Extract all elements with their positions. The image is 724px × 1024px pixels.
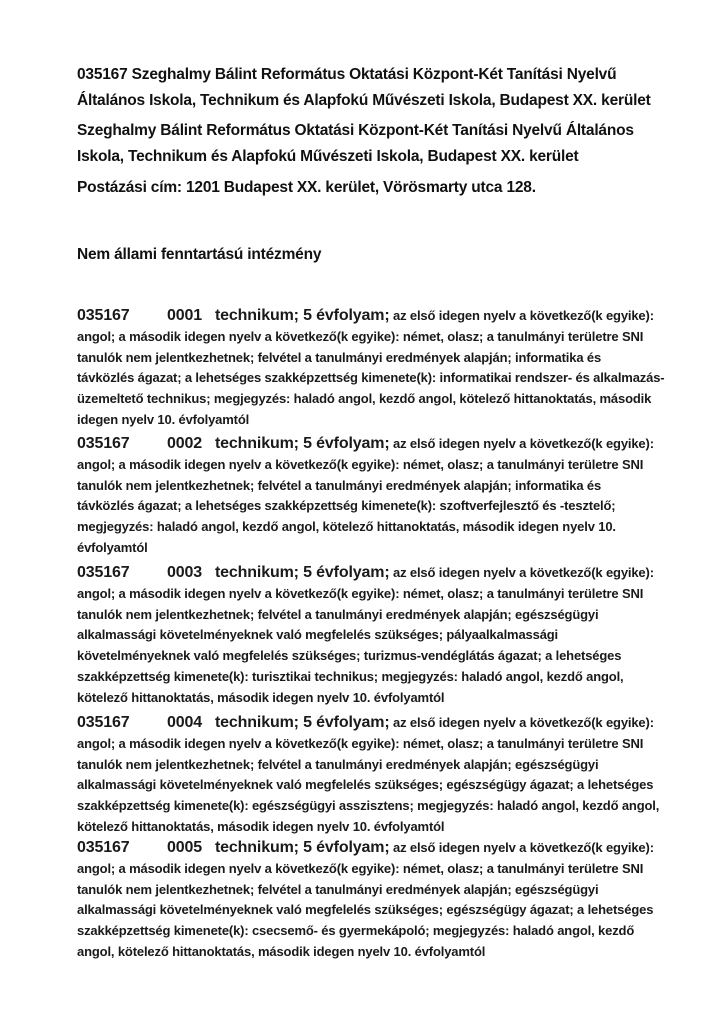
- institution-name: [77, 118, 634, 170]
- program-text: távközlés ágazat; a lehetséges szakképzettség kimenete(k): szoftverfejlesztő és -tesztelő;: [77, 498, 616, 514]
- institution-code: 035167: [77, 839, 130, 856]
- program-number: 0005: [167, 839, 202, 856]
- program-entry: [77, 838, 669, 963]
- program-text: az első idegen nyelv a következő(k egyike):: [389, 565, 654, 580]
- program-text: angol; a második idegen nyelv a következő(k egyike): német, olasz; a tanulmányi területre SNI: [77, 585, 644, 601]
- program-text: megjegyzés: haladó angol, kezdő angol, kötelező hittanoktatás, második idegen nyelv 10.: [77, 519, 616, 535]
- program-number: 0003: [167, 564, 202, 581]
- program-text: alkalmassági követelményeknek való megfelelés szükséges; egészségügy ágazat; a lehetséges: [77, 902, 654, 918]
- program-entry: [77, 434, 669, 559]
- program-entry: [77, 713, 669, 838]
- program-text: szakképzettség kimenete(k): turisztikai technikus; megjegyzés: haladó angol, kezdő angol,: [77, 668, 624, 684]
- program-lead: technikum; 5 évfolyam;: [215, 714, 390, 731]
- program-number: 0002: [167, 435, 202, 452]
- program-text: követelményeknek való megfelelés szükséges; turizmus-vendéglátás ágazat; a lehetséges: [77, 648, 622, 664]
- institution-code: 035167: [77, 435, 130, 452]
- program-text: tanulók nem jelentkezhetnek; felvétel a tanulmányi eredmények alapján; informatika és: [77, 477, 602, 493]
- program-text: angol; a második idegen nyelv a következő(k egyike): német, olasz; a tanulmányi területre SNI: [77, 735, 644, 751]
- program-text: üzemeltető technikus; megjegyzés: haladó angol, kezdő angol, kötelező hittanoktatás, második: [77, 391, 652, 407]
- program-number: 0001: [167, 307, 202, 324]
- program-text: szakképzettség kimenete(k): egészségügyi asszisztens; megjegyzés: haladó angol, kezdő angol,: [77, 798, 660, 814]
- program-entry: [77, 563, 669, 709]
- program-entry: [77, 306, 669, 431]
- program-text: az első idegen nyelv a következő(k egyike):: [389, 308, 654, 323]
- program-number: 0004: [167, 714, 202, 731]
- institution-code: 035167: [77, 307, 130, 324]
- name-line: Szeghalmy Bálint Református Oktatási Központ-Két Tanítási Nyelvű Általános: [77, 122, 634, 139]
- program-text: angol; a második idegen nyelv a következő(k egyike): német, olasz; a tanulmányi területre SNI: [77, 860, 644, 876]
- program-text: az első idegen nyelv a következő(k egyike):: [389, 715, 654, 730]
- program-text: tanulók nem jelentkezhetnek; felvétel a tanulmányi eredmények alapján; informatika és: [77, 349, 602, 365]
- program-text: tanulók nem jelentkezhetnek; felvétel a tanulmányi eredmények alapján; egészségügyi: [77, 756, 599, 772]
- program-text: az első idegen nyelv a következő(k egyike):: [389, 436, 654, 451]
- program-text: távközlés ágazat; a lehetséges szakképzettség kimenete(k): informatikai rendszer- és alkalmazás-: [77, 370, 665, 386]
- institution-code: 035167: [77, 714, 130, 731]
- institution-title: [77, 62, 651, 114]
- institution-code: 035167: [77, 564, 130, 581]
- program-text: tanulók nem jelentkezhetnek; felvétel a tanulmányi eredmények alapján; egészségügyi: [77, 606, 599, 622]
- program-text: kötelező hittanoktatás, második idegen nyelv 10. évfolyamtól: [77, 689, 445, 705]
- program-text: idegen nyelv 10. évfolyamtól: [77, 411, 250, 427]
- program-text: angol; a második idegen nyelv a következő(k egyike): német, olasz; a tanulmányi területre SNI: [77, 456, 644, 472]
- postal-address: Postázási cím: 1201 Budapest XX. kerület, Vörösmarty utca 128.: [77, 179, 536, 196]
- program-text: alkalmassági követelményeknek való megfelelés szükséges; pályaalkalmassági: [77, 627, 559, 643]
- program-text: angol, kötelező hittanoktatás, második idegen nyelv 10. évfolyamtól: [77, 943, 486, 959]
- program-text: angol; a második idegen nyelv a következő(k egyike): német, olasz; a tanulmányi területre SNI: [77, 328, 644, 344]
- program-text: kötelező hittanoktatás, második idegen nyelv 10. évfolyamtól: [77, 818, 445, 834]
- program-text: alkalmassági követelményeknek való megfelelés szükséges; egészségügy ágazat; a lehetséges: [77, 777, 654, 793]
- maintainer-type: Nem állami fenntartású intézmény: [77, 246, 322, 263]
- name-line: Iskola, Technikum és Alapfokú Művészeti Iskola, Budapest XX. kerület: [77, 148, 579, 165]
- program-lead: technikum; 5 évfolyam;: [215, 564, 390, 581]
- program-lead: technikum; 5 évfolyam;: [215, 435, 390, 452]
- title-line: 035167 Szeghalmy Bálint Református Oktatási Központ-Két Tanítási Nyelvű: [77, 66, 617, 83]
- program-text: az első idegen nyelv a következő(k egyike):: [389, 840, 654, 855]
- program-text: tanulók nem jelentkezhetnek; felvétel a tanulmányi eredmények alapján; egészségügyi: [77, 881, 599, 897]
- program-lead: technikum; 5 évfolyam;: [215, 839, 390, 856]
- program-lead: technikum; 5 évfolyam;: [215, 307, 390, 324]
- program-text: szakképzettség kimenete(k): csecsemő- és gyermekápoló; megjegyzés: haladó angol, kezdő: [77, 923, 635, 939]
- program-text: évfolyamtól: [77, 539, 148, 555]
- title-line: Általános Iskola, Technikum és Alapfokú Művészeti Iskola, Budapest XX. kerület: [77, 92, 651, 109]
